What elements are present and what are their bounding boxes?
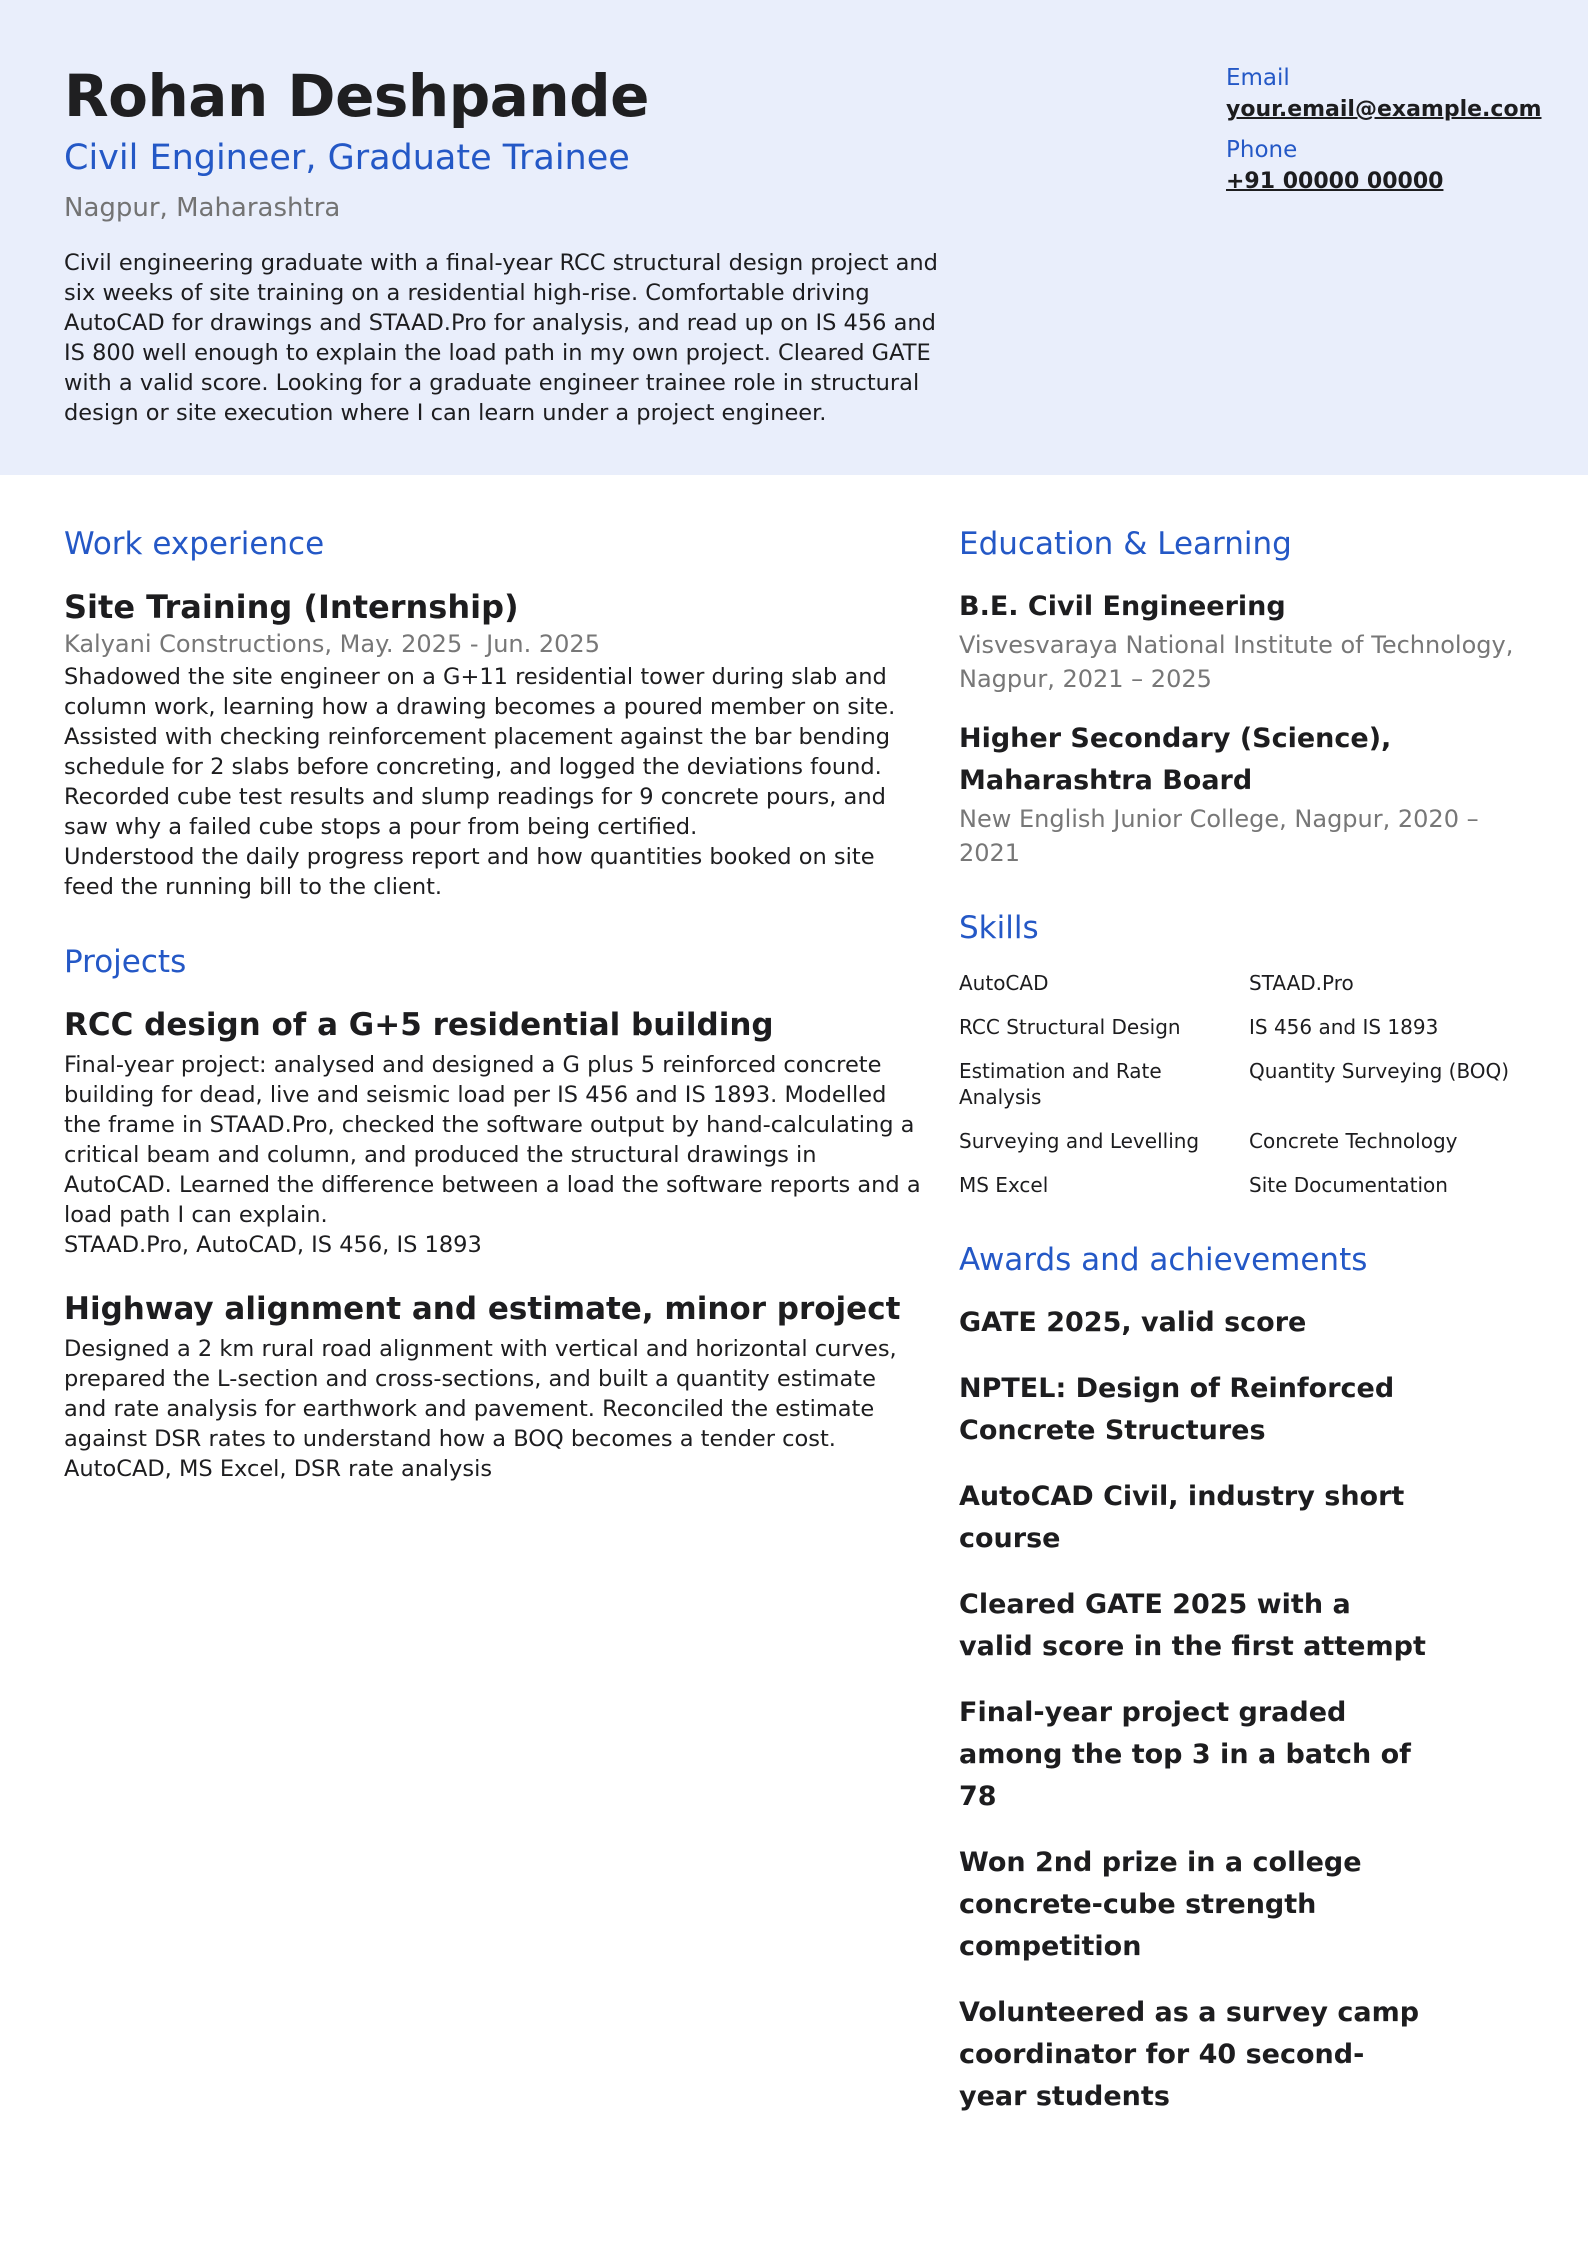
right-column (959, 522, 1539, 2142)
section-title-skills: Skills (959, 910, 1039, 946)
skill-item: IS 456 and IS 1893 (1249, 1015, 1439, 1039)
candidate-name: Rohan Deshpande (64, 62, 650, 130)
contact-block (1226, 62, 1566, 198)
project-description: Final-year project: analysed and designed a G plus 5 reinforced concrete building for dead, live and seismic load per IS 456 and IS 1893. Modelled the frame in STAAD.Pro, checked the software output by hand-calculating a critical beam and column, and produced the structural drawings in AutoCAD. Learned the difference between a load the software reports and a load path I can explain. (64, 1052, 921, 1228)
award-item: Won 2nd prize in a college concrete-cube strength competition (959, 1847, 1362, 1962)
education-meta: New English Junior College, Nagpur, 2020 – 2021 (959, 805, 1479, 867)
left-column (64, 522, 924, 1512)
job-role: Civil Engineer, Graduate Trainee (64, 138, 630, 178)
project-entry (64, 1288, 924, 1484)
skill-item: AutoCAD (959, 971, 1049, 995)
section-title-awards: Awards and achievements (959, 1242, 1368, 1278)
education-degree: Higher Secondary (Science), Maharashtra Board (959, 723, 1392, 796)
award-item: NPTEL: Design of Reinforced Concrete Structures (959, 1373, 1395, 1446)
phone-link[interactable]: +91 00000 00000 (1226, 169, 1444, 194)
job-bullet: Assisted with checking reinforcement placement against the bar bending schedule for 2 slabs before concreting, and logged the deviations found. (64, 724, 890, 780)
projects-section (64, 940, 924, 1484)
education-degree: B.E. Civil Engineering (959, 591, 1286, 622)
award-item: Final-year project graded among the top 3 in a batch of 78 (959, 1697, 1411, 1812)
project-tools: STAAD.Pro, AutoCAD, IS 456, IS 1893 (64, 1232, 482, 1258)
email-link[interactable]: your.email@example.com (1226, 97, 1542, 122)
skill-item: Concrete Technology (1249, 1129, 1458, 1153)
project-title: Highway alignment and estimate, minor project (64, 1291, 901, 1327)
section-title-work: Work experience (64, 526, 325, 562)
award-item: Volunteered as a survey camp coordinator for 40 second-year students (959, 1997, 1420, 2112)
project-title: RCC design of a G+5 residential building (64, 1007, 774, 1043)
job-entry (64, 586, 924, 902)
skill-item: MS Excel (959, 1173, 1049, 1197)
skill-item: Estimation and Rate Analysis (959, 1059, 1162, 1109)
awards-section (959, 1238, 1539, 2118)
job-bullet: Recorded cube test results and slump readings for 9 concrete pours, and saw why a failed cube stops a pour from being certified. (64, 784, 886, 840)
job-bullet: Shadowed the site engineer on a G+11 residential tower during slab and column work, learning how a drawing becomes a poured member on site. (64, 664, 896, 720)
skill-item: RCC Structural Design (959, 1015, 1181, 1039)
header-band (0, 0, 1588, 475)
project-tools: AutoCAD, MS Excel, DSR rate analysis (64, 1456, 493, 1482)
skill-item: Quantity Surveying (BOQ) (1249, 1059, 1510, 1083)
job-title: Site Training (Internship) (64, 588, 519, 626)
job-meta: Kalyani Constructions, May. 2025 - Jun. 2025 (64, 630, 600, 658)
phone-label: Phone (1226, 137, 1298, 163)
section-title-education: Education & Learning (959, 526, 1292, 562)
skill-item: Surveying and Levelling (959, 1129, 1200, 1153)
project-description: Designed a 2 km rural road alignment with vertical and horizontal curves, prepared the L-section and cross-sections, and built a quantity estimate and rate analysis for earthwork and pavement. Reconciled the estimate against DSR rates to understand how a BOQ becomes a tender cost. (64, 1336, 897, 1452)
award-item: Cleared GATE 2025 with a valid score in the first attempt (959, 1589, 1426, 1662)
education-meta: Visvesvaraya National Institute of Technology, Nagpur, 2021 – 2025 (959, 631, 1514, 693)
skill-item: Site Documentation (1249, 1173, 1448, 1197)
education-section (959, 522, 1539, 870)
skill-item: STAAD.Pro (1249, 971, 1354, 995)
email-label: Email (1226, 65, 1290, 91)
section-title-projects: Projects (64, 944, 187, 980)
job-bullet: Understood the daily progress report and how quantities booked on site feed the running bill to the client. (64, 844, 875, 900)
education-entry (959, 718, 1539, 870)
education-entry (959, 586, 1539, 696)
project-entry (64, 1004, 924, 1260)
skills-section (959, 906, 1539, 1198)
skills-grid (959, 970, 1539, 1198)
award-item: GATE 2025, valid score (959, 1307, 1307, 1338)
award-item: AutoCAD Civil, industry short course (959, 1481, 1405, 1554)
location: Nagpur, Maharashtra (64, 193, 341, 223)
work-experience-section (64, 522, 924, 902)
profile-summary: Civil engineering graduate with a final-year RCC structural design project and six weeks of site training on a residential high-rise. Comfortable driving AutoCAD for drawings and STAAD.Pro for analysis, and read up on IS 456 and IS 800 well enough to explain the load path in my own project. Cleared GATE with a valid score. Looking for a graduate engineer trainee role in structural design or site execution where I can learn under a project engineer. (64, 250, 938, 426)
